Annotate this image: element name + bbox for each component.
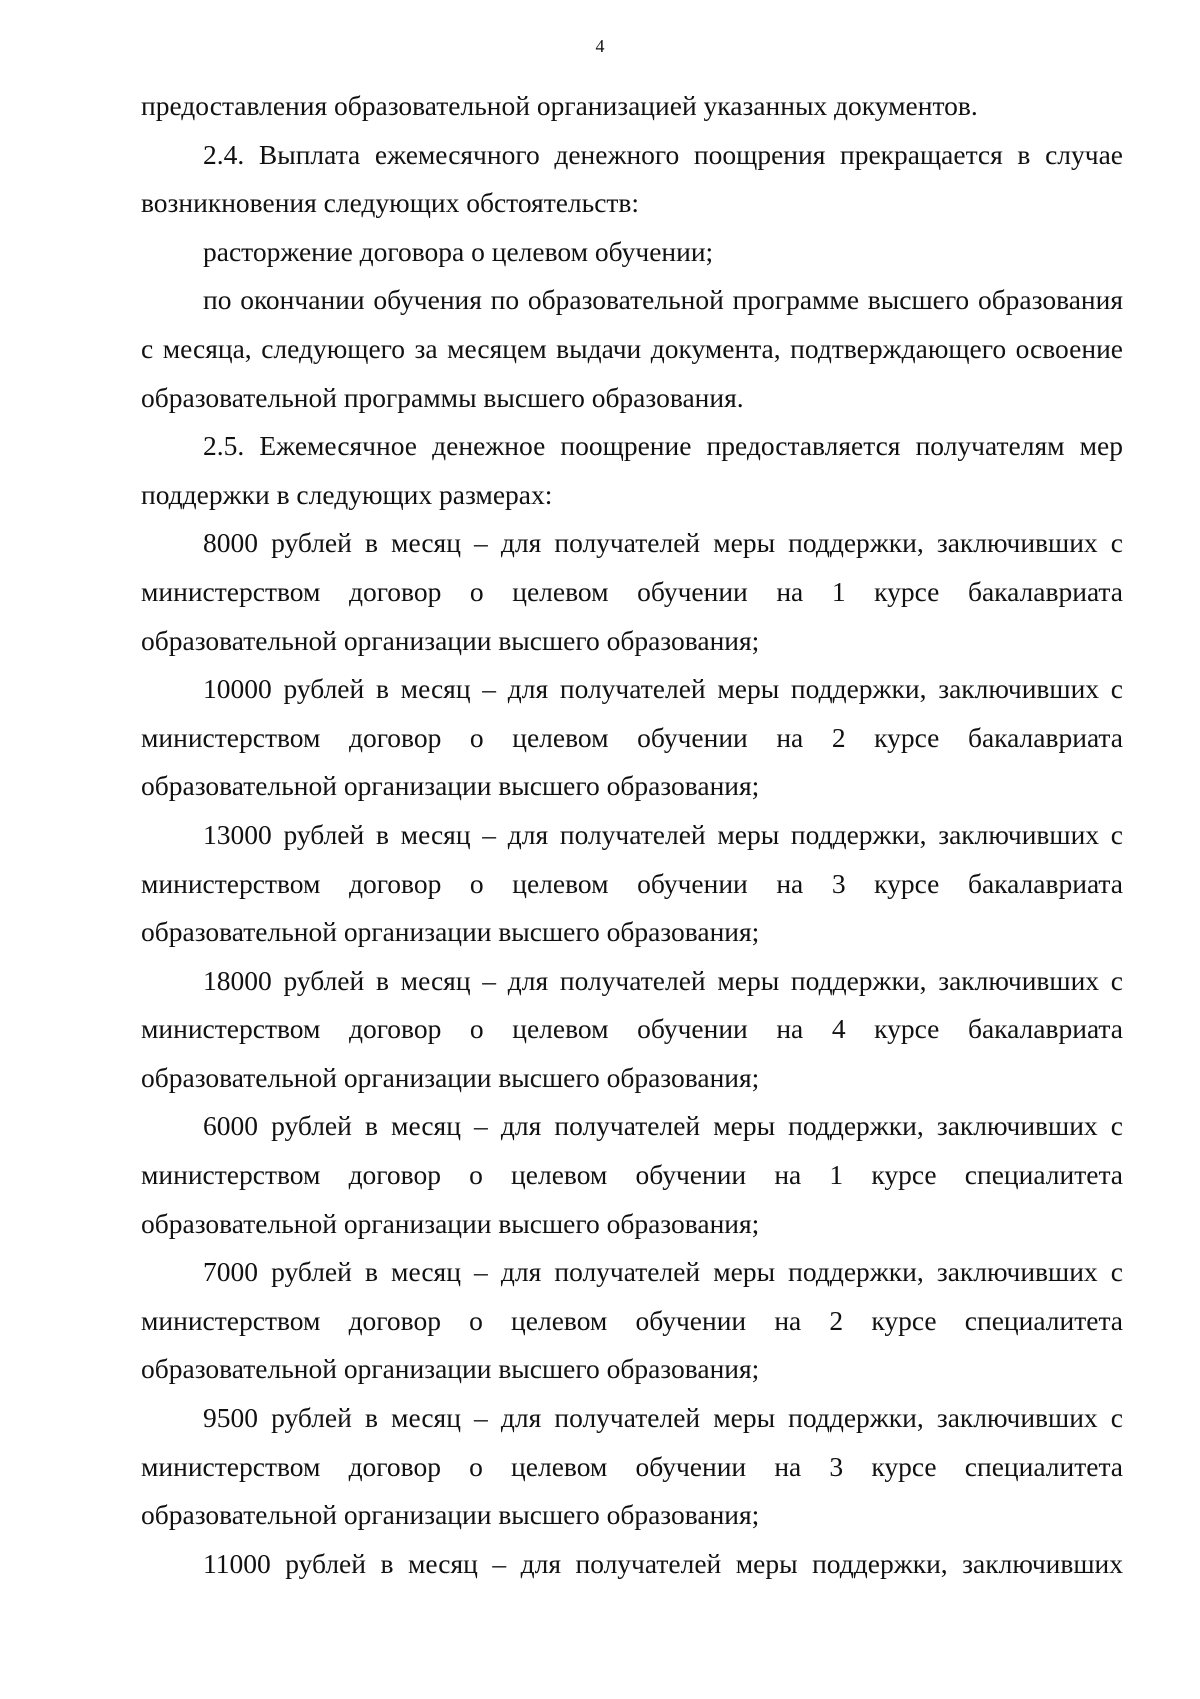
paragraph-2-5: 2.5. Ежемесячное денежное поощрение предоставляется получателям мер поддержки в следующих размерах: (141, 430, 1123, 510)
paragraph-2-4: 2.4. Выплата ежемесячного денежного поощрения прекращается в случае возникновения следующих обстоятельств: (141, 138, 1123, 219)
document-body (141, 82, 1123, 1588)
list-item-payment-bachelor-4: 18000 рублей в месяц – для получателей меры поддержки, заключивших с министерством договор о целевом обучении на 4 курсе бакалавриата образовательной организации высшего образования; (141, 964, 1123, 1093)
list-item-payment-specialist-4: 11000 рублей в месяц – для получателей меры поддержки, заключивших (203, 1547, 1123, 1579)
list-item-payment-specialist-1: 6000 рублей в месяц – для получателей меры поддержки, заключивших с министерством договор о целевом обучении на 1 курсе специалитета образовательной организации высшего образования; (141, 1110, 1123, 1239)
list-item-payment-bachelor-2: 10000 рублей в месяц – для получателей меры поддержки, заключивших с министерством договор о целевом обучении на 2 курсе бакалавриата образовательной организации высшего образования; (141, 673, 1123, 802)
list-item-payment-specialist-3: 9500 рублей в месяц – для получателей меры поддержки, заключивших с министерством договор о целевом обучении на 3 курсе специалитета образовательной организации высшего образования; (141, 1402, 1123, 1531)
list-item-payment-bachelor-1: 8000 рублей в месяц – для получателей меры поддержки, заключивших с министерством договор о целевом обучении на 1 курсе бакалавриата образовательной организации высшего образования; (141, 527, 1123, 656)
list-item-payment-bachelor-3: 13000 рублей в месяц – для получателей меры поддержки, заключивших с министерством договор о целевом обучении на 3 курсе бакалавриата образовательной организации высшего образования; (141, 818, 1123, 948)
paragraph-termination-graduation: по окончании обучения по образовательной программе высшего образования с месяца, следующего за месяцем выдачи документа, подтверждающего освоение образовательной программы высшего образования. (141, 284, 1123, 413)
paragraph-continuation: предоставления образовательной организацией указанных документов. (141, 90, 978, 121)
list-item-payment-specialist-2: 7000 рублей в месяц – для получателей меры поддержки, заключивших с министерством договор о целевом обучении на 2 курсе специалитета образовательной организации высшего образования; (141, 1256, 1123, 1385)
page-number: 4 (595, 36, 605, 56)
paragraph-termination-contract: расторжение договора о целевом обучении; (203, 235, 714, 267)
